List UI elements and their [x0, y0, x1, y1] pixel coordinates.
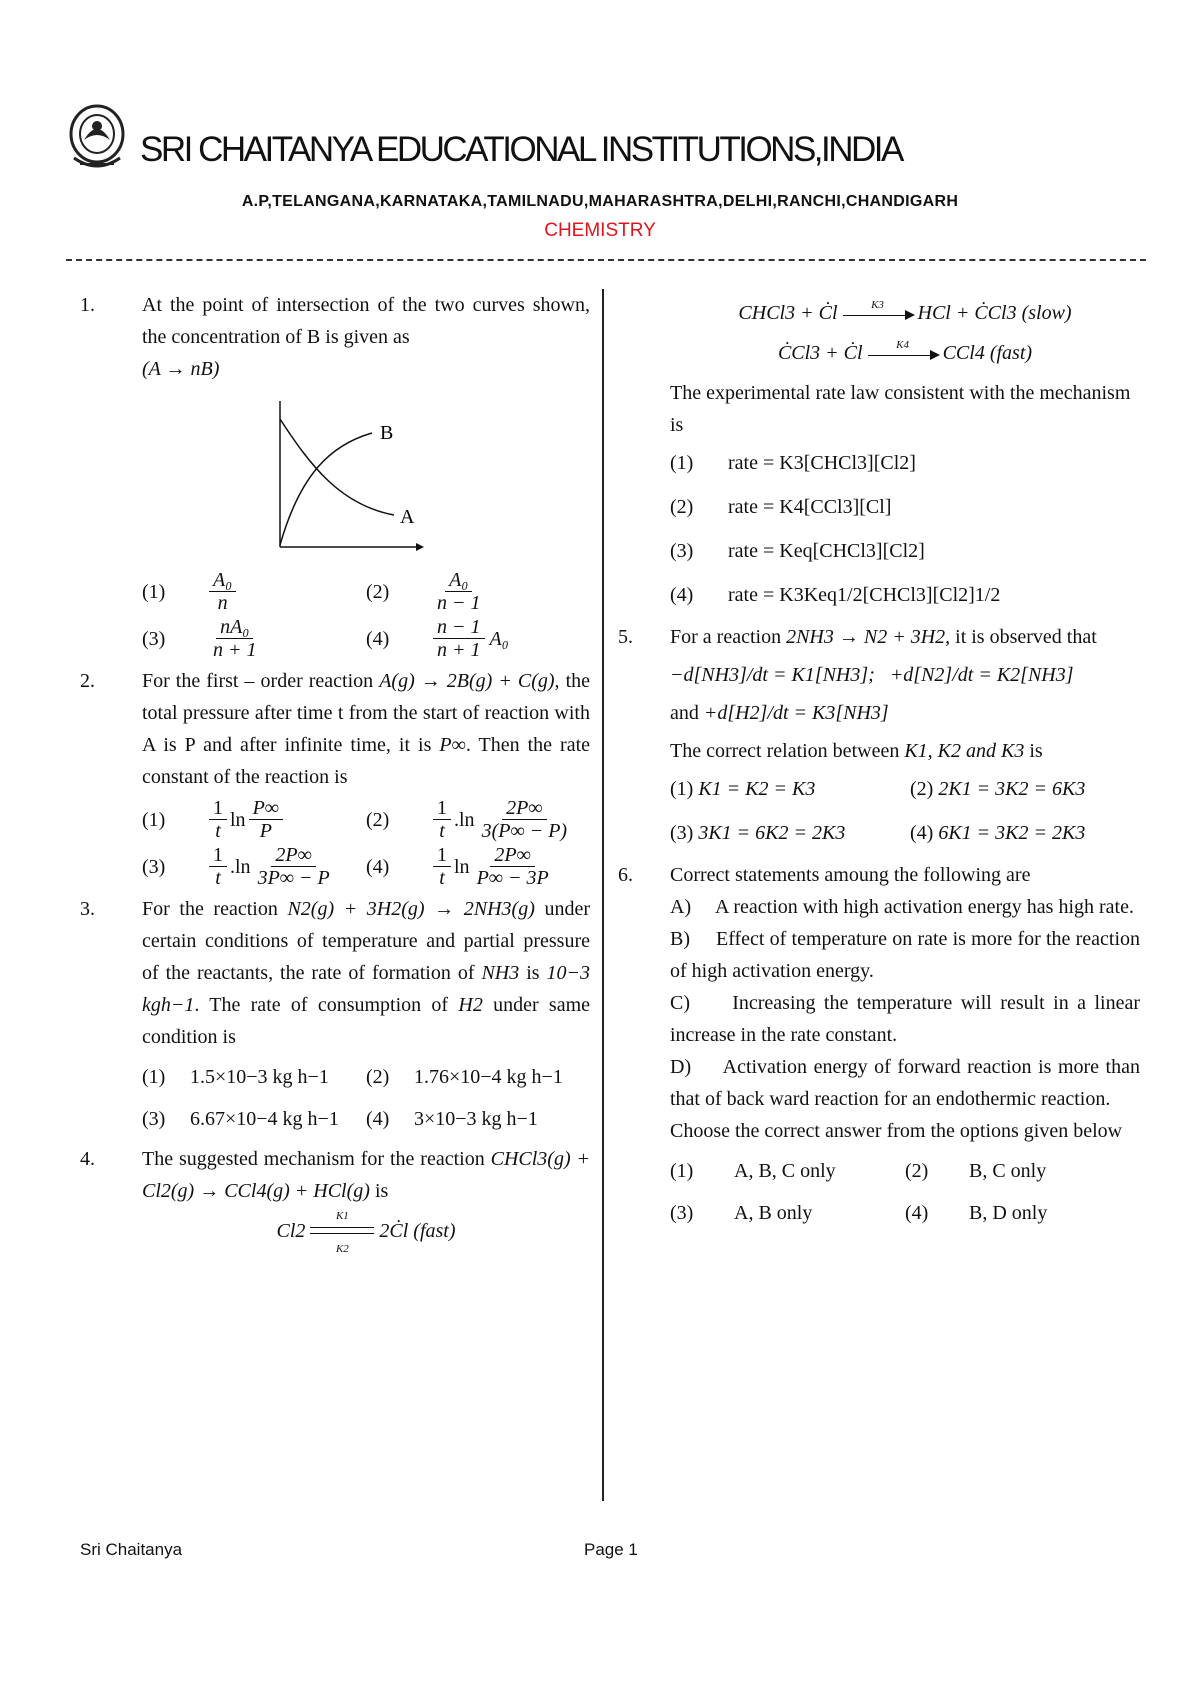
- subject-heading: CHEMISTRY: [544, 220, 656, 241]
- option-2[interactable]: (2) 1.76×10−4 kg h−1: [366, 1066, 563, 1088]
- concentration-time-graph: [260, 395, 430, 565]
- right-column: [618, 289, 1141, 1237]
- reaction-expression: (A → nB): [142, 358, 220, 380]
- option-2[interactable]: (2) B, C only: [905, 1160, 1047, 1182]
- option-1[interactable]: (1) 1.5×10−3 kg h−1: [142, 1066, 329, 1088]
- option-3[interactable]: (3) A, B only: [670, 1202, 813, 1224]
- page-header: [0, 100, 1200, 280]
- reaction-arrow: K3: [843, 313, 913, 316]
- question-5: [618, 621, 1140, 855]
- states-line: A.P,TELANGANA,KARNATAKA,TAMILNADU,MAHARASHTRA,DELHI,RANCHI,CHANDIGARH: [241, 193, 959, 210]
- reaction-arrow: K4: [868, 353, 938, 356]
- mechanism-step-1: Cl2 $\frac{K1}{K2}$ 2Ċl (fast): [276, 1210, 456, 1256]
- reaction-expression: A(g) → 2B(g) + C(g): [379, 670, 555, 692]
- option-1[interactable]: (1) A, B, C only: [670, 1160, 836, 1182]
- option-2[interactable]: (2) 2K1 = 3K2 = 6K3: [910, 778, 1086, 800]
- option-1[interactable]: (1) rate = K3[CHCl3][Cl2]: [670, 452, 916, 474]
- equilibrium-arrow: $\frac{K1}{K2}$: [310, 1221, 374, 1243]
- options: [142, 797, 590, 889]
- option-2[interactable]: (2) $\frac{1}{t}$ .ln $\frac{2P\infty}{3(P\infty - P)}$: [366, 797, 568, 842]
- question-4-continued: [670, 297, 1140, 617]
- option-1[interactable]: (1) K1 = K2 = K3: [670, 778, 816, 800]
- option-2[interactable]: (2) $\frac{\text{A₀}}{n - 1}$: [366, 569, 481, 614]
- column-divider: [602, 289, 604, 1501]
- curve-b-label: B: [380, 422, 394, 444]
- rate-equation-1: −d[NH3]/dt = K1[NH3]; +d[N2]/dt = K2[NH3]: [670, 664, 1074, 686]
- option-3[interactable]: (3) 3K1 = 6K2 = 2K3: [670, 822, 846, 844]
- question-number: 3.: [80, 898, 95, 920]
- curve-b: [280, 433, 372, 545]
- question-number: 5.: [618, 626, 633, 648]
- question-text: For a reaction 2NH3 → N2 + 3H2, it is observed that: [670, 626, 1097, 648]
- x-axis-arrow: [416, 543, 424, 551]
- option-3[interactable]: (3) $\frac{1}{t}$ .ln $\frac{2P\infty}{3P\infty - P}$: [142, 844, 330, 889]
- option-4[interactable]: (4) B, D only: [905, 1202, 1048, 1224]
- question-number: 2.: [80, 670, 95, 692]
- reaction-expression: CHCl3(g) + Cl2(g) → CCl4(g) + HCl(g): [142, 1148, 591, 1202]
- institution-crest-logo: [66, 100, 128, 178]
- option-4[interactable]: (4) 3×10−3 kg h−1: [366, 1108, 538, 1130]
- statement-c: C) Increasing the temperature will result in a linear increase in the rate constant.: [670, 992, 1141, 1046]
- option-3[interactable]: (3) rate = Keq[CHCl3][Cl2]: [670, 540, 925, 562]
- statement-d: D) Activation energy of forward reaction is more than that of back ward reaction for an endothermic reaction.: [670, 1056, 1140, 1110]
- option-2[interactable]: (2) rate = K4[CCl3][Cl]: [670, 496, 892, 518]
- question-text: For the first – order reaction A(g) → 2B(g) + C(g), the total pressure after time t from the start of reaction with A is P and after infinite time, it is P∞. Then the rate constant of the reaction is: [142, 670, 591, 788]
- option-4[interactable]: (4) $\frac{1}{t}$ ln $\frac{2P\infty}{P\infty - 3P}$: [366, 844, 549, 889]
- institution-title: SRI CHAITANYA EDUCATIONAL INSTITUTIONS,INDIA: [140, 130, 902, 169]
- question-text: At the point of intersection of the two curves shown, the concentration of B is given as (A → nB): [142, 289, 590, 385]
- question-prompt: The correct relation between K1, K2 and K3 is: [670, 740, 1043, 762]
- question-1: [80, 289, 590, 661]
- statement-b: B) Effect of temperature on rate is more for the reaction of high activation energy.: [670, 928, 1140, 982]
- question-text: Correct statements amoung the following are: [670, 864, 1031, 886]
- option-3[interactable]: (3) $\frac{\text{nA₀}}{n + 1}$: [142, 616, 257, 661]
- option-3[interactable]: (3) 6.67×10−4 kg h−1: [142, 1108, 339, 1130]
- options: [142, 1057, 590, 1139]
- option-4[interactable]: (4) rate = K3Keq1/2[CHCl3][Cl2]1/2: [670, 584, 1001, 606]
- left-column: [80, 289, 590, 1255]
- reaction-expression: N2(g) + 3H2(g) → 2NH3(g): [287, 898, 535, 920]
- options: [670, 1151, 1140, 1233]
- option-1[interactable]: (1) $\frac{1}{t}$ ln $\frac{P\infty}{P}$: [142, 797, 366, 842]
- question-prompt: Choose the correct answer from the options given below: [670, 1120, 1123, 1142]
- question-text: The experimental rate law consistent with the mechanism is: [670, 382, 1131, 436]
- rate-equation-3: and +d[H2]/dt = K3[NH3]: [670, 702, 889, 724]
- question-3: [80, 893, 590, 1139]
- mechanism-step-3: ĊCl3 + Ċl K4 CCl4 (fast): [777, 338, 1033, 364]
- option-4[interactable]: (4) 6K1 = 3K2 = 2K3: [910, 822, 1086, 844]
- curve-a-label: A: [400, 506, 415, 528]
- question-6: [618, 859, 1141, 1233]
- option-4[interactable]: (4) $\frac{n - 1}{n + 1}$ A₀: [366, 616, 509, 661]
- question-text: The suggested mechanism for the reaction CHCl3(g) + Cl2(g) → CCl4(g) + HCl(g) is: [142, 1148, 591, 1202]
- options: [142, 569, 590, 661]
- question-number: 1.: [80, 294, 95, 316]
- footer-brand: Sri Chaitanya: [80, 1540, 183, 1559]
- statement-a: A) A reaction with high activation energy has high rate.: [670, 896, 1134, 918]
- question-number: 4.: [80, 1148, 95, 1170]
- dashed-divider: [66, 259, 1146, 261]
- question-text: For the reaction N2(g) + 3H2(g) → 2NH3(g) under certain conditions of temperature and partial pressure of the reactants, the rate of formation of NH3 is 10−3 kgh−1. The rate of consumption of H2 under same condition is: [142, 898, 591, 1048]
- page-number: Page 1: [584, 1540, 638, 1559]
- option-1[interactable]: (1) $\frac{\text{A₀}}{n}$: [142, 569, 366, 614]
- reaction-expression: 2NH3 → N2 + 3H2: [786, 626, 946, 648]
- question-4: [80, 1143, 591, 1256]
- question-number: 6.: [618, 864, 633, 886]
- question-2: [80, 665, 590, 889]
- mechanism-step-2: CHCl3 + Ċl K3 HCl + ĊCl3 (slow): [738, 298, 1072, 324]
